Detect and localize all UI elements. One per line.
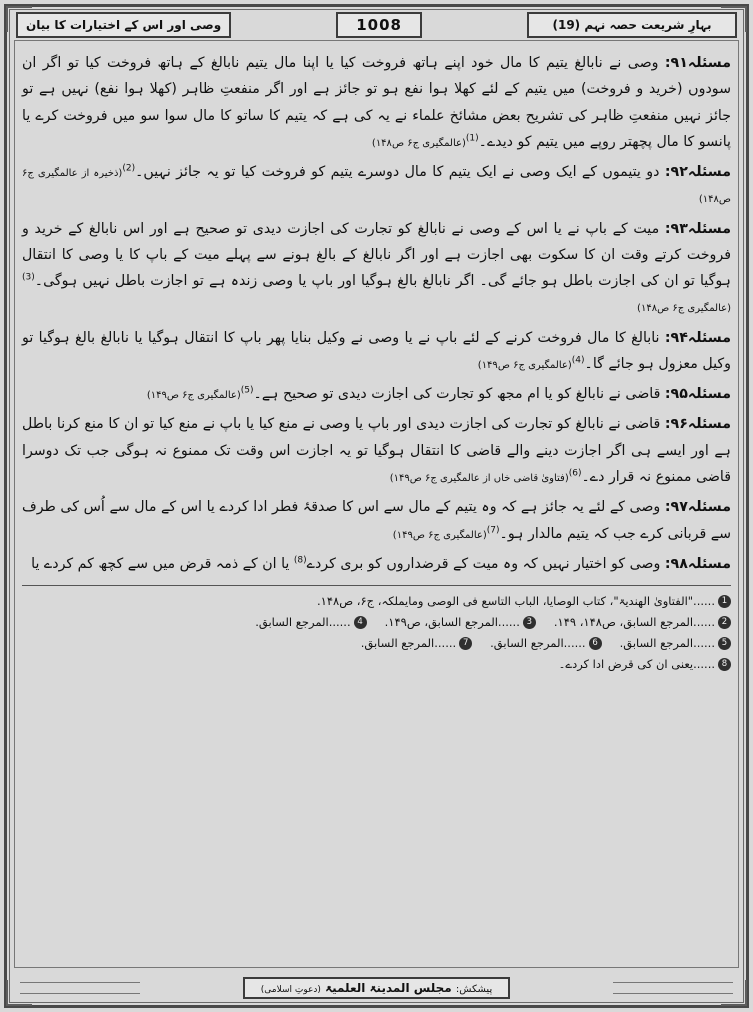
footnote-divider: [22, 585, 731, 586]
footnote-row: [22, 633, 731, 653]
footnote-row: [22, 612, 731, 632]
footnote-text: ......المرجع السابق.: [360, 636, 457, 651]
paragraph-masla-98: [22, 551, 731, 577]
header-chapter-title: وصی اور اس کے اختیارات کا بیان: [16, 12, 231, 38]
paragraph-masla-91: [22, 50, 731, 155]
footnote-item: [317, 591, 731, 611]
masla-text-93: میت کے باپ نے یا اس کے وصی نے نابالغ کو تجارت کی اجازت دیدی تو صحیح ہے اور اس نابالغ کے خرید و فروخت کرتے وقت ان کا سکوت بھی اجازت ہے اور اگر نابالغ کے بالغ ہونے سے پہلے میت کے باپ کا یا وصی کا انتقال ہوگیا تو ان کی اجازت باطل ہو جائے گی۔ اگر نابالغ بالغ ہوگیا اور باپ یا وصی زندہ ہے تو اجازت باطل نہیں ہوگی۔: [22, 220, 731, 290]
footnote-text: ......المرجع السابق.: [490, 636, 586, 651]
masla-text-98: وصی کو اختیار نہیں کہ وہ میت کے قرضداروں کو بری کردے: [306, 555, 665, 572]
masla-ref-sup-93: (3): [22, 272, 35, 283]
footer-ornament-left: [20, 982, 140, 994]
masla-ref-94: (عالمگیری ج۶ ص۱۴۹): [477, 359, 572, 371]
page-header: [16, 12, 737, 38]
masla-label-98: مسئلہ۹۸:: [664, 555, 731, 572]
footnote-number-badge: 6: [589, 637, 602, 650]
paragraph-masla-97: [22, 494, 731, 547]
masla-text-97: وصی کے لئے یہ جائز ہے کہ وہ یتیم کے مال سے اس کا صدقۂ فطر ادا کردے یا اس کے مال سے اُس کی طرف سے قربانی کرے جب کہ یتیم مالدار ہو۔: [22, 499, 731, 542]
masla-label-97: مسئلہ۹۷:: [664, 499, 731, 516]
footnote-number-badge: 3: [523, 616, 536, 629]
footnote-row: [22, 654, 731, 674]
masla-label-91: مسئلہ۹۱:: [664, 55, 731, 71]
masla-ref-sup-97: (7): [486, 524, 500, 535]
masla-label-94: مسئلہ۹۴:: [664, 329, 731, 346]
masla-ref-sup-95: (5): [240, 385, 254, 396]
paragraph-masla-95: [22, 381, 731, 407]
paragraph-masla-92: [22, 159, 731, 212]
masla-text-94: نابالغ کا مال فروخت کرنے کے لئے باپ نے یا وصی نے وکیل بنایا پھر باپ کا انتقال ہوگیا یا نابالغ بالغ ہوگیا تو وکیل معزول ہو جائے گا۔: [22, 329, 731, 372]
masla-label-92: مسئلہ۹۲:: [664, 164, 731, 181]
masla-text-96: قاضی نے نابالغ کو تجارت کی اجازت دیدی اور باپ یا وصی نے منع کیا یا باپ نے منع کیا تو ان کا منع کرنا باطل ہے اور ایسے ہی اگر اجازت دینے والے قاضی کا انتقال ہوگیا تو یہ اجازت اس وقت تک ممنوع نہ ہوگی جب تک دوسرا قاضی ممنوع نہ قرار دے۔: [22, 416, 731, 485]
masla-ref-sup-96: (6): [568, 468, 582, 479]
footer-prefix: پیشکش:: [455, 984, 493, 995]
page-footer: [16, 976, 737, 1000]
footnote-item: [559, 654, 731, 674]
masla-label-93: مسئلہ۹۳:: [664, 220, 731, 237]
footnote-number-badge: 4: [354, 616, 367, 629]
footnote-text: ......المرجع السابق، ص۱۴۸، ۱۴۹.: [553, 615, 715, 630]
footnote-text: ......المرجع السابق، ص۱۴۹.: [384, 615, 520, 630]
footnote-text: ......یعنی ان کی قرض ادا کردے۔: [558, 657, 715, 672]
masla-text-91: وصی نے نابالغ یتیم کا مال خود اپنے ہاتھ فروخت کیا یا اپنا مال یتیم نابالغ کے ہاتھ فروخت کیا تو اگر ان سودوں (خرید و فروخت) میں یتیم کے لئے کھلا ہوا نفع ہو تو جائز ہے اور اگر منفعتِ ظاہر (کھلا ہوا نفع) نہیں ہے تو جائز نہیں منفعتِ ظاہر کی تشریح بعض مشائخ علماء نے یہ کی ہے کہ یتیم کا ساتو کا مال سوا سو میں فروخت کرے یا پانسو کا مال پچھتر روپے میں یتیم کو دیدے۔: [22, 55, 731, 150]
footer-publisher-name: مجلس المدینۃ العلمیۃ: [325, 981, 452, 995]
masla-label-95: مسئلہ۹۵:: [664, 386, 731, 403]
masla-ref-sup-92: (2): [122, 163, 136, 174]
masla-ref-92: (ذخیرہ از عالمگیری ج۶ ص۱۴۸): [22, 168, 731, 206]
footnote-item: [620, 633, 731, 653]
footnote-row: [22, 591, 731, 611]
page-number: 1008: [336, 12, 422, 38]
footnote-text: ......المرجع السابق.: [619, 636, 715, 651]
masla-label-96: مسئلہ۹۶:: [664, 416, 731, 433]
footnote-number-badge: 7: [459, 637, 472, 650]
footnote-item: [385, 612, 536, 632]
footnote-number-badge: 5: [718, 637, 731, 650]
masla-ref-sup-98: (8): [293, 555, 307, 566]
footnote-item: [554, 612, 731, 632]
header-book-title: بہارِ شریعت حصہ نہم (19): [527, 12, 737, 38]
masla-ref-95: (عالمگیری ج۶ ص۱۴۹): [146, 390, 241, 402]
masla-ref-sup-91: (1): [465, 133, 479, 144]
footnote-text: ......المرجع السابق.: [255, 615, 351, 630]
footnote-number-badge: 8: [718, 658, 731, 671]
masla-ref-91: (عالمگیری ج۶ ص۱۴۸): [371, 137, 466, 149]
page-content: [22, 50, 731, 962]
masla-ref-96: (فتاویٰ قاضی خاں از عالمگیری ج۶ ص۱۴۹): [389, 472, 569, 484]
footer-publisher: [243, 977, 510, 999]
footer-publisher-subtitle: (دعوتِ اسلامی): [260, 985, 321, 995]
masla-text-95: قاضی نے نابالغ کو یا ام مجھ کو تجارت کی اجازت دیدی تو صحیح ہے۔: [253, 386, 665, 403]
masla-tail-98: یا ان کے ذمہ قرض میں سے کچھ کم کردے یا: [31, 555, 294, 572]
masla-ref-97: (عالمگیری ج۶ ص۱۴۹): [392, 529, 487, 541]
footnote-item: [255, 612, 366, 632]
paragraph-masla-96: [22, 411, 731, 490]
footnotes-block: [22, 591, 731, 675]
footer-ornament-right: [613, 982, 733, 994]
masla-text-92: دو یتیموں کے ایک وصی نے ایک یتیم کا مال دوسرے یتیم کو فروخت کیا تو یہ جائز نہیں۔: [135, 164, 665, 181]
footnote-number-badge: 1: [718, 595, 731, 608]
footnote-text: ......"الفتاویٰ الھندیۃ"، کتاب الوصایا، الباب التاسع فی الوصی ومایملکہ، ج۶، ص۱۴۸.: [317, 594, 715, 609]
paragraph-masla-94: [22, 325, 731, 378]
footnote-number-badge: 2: [718, 616, 731, 629]
paragraph-masla-93: [22, 216, 731, 321]
masla-ref-93: (عالمگیری ج۶ ص۱۴۸): [637, 303, 731, 315]
masla-ref-sup-94: (4): [571, 355, 585, 366]
footnote-item: [490, 633, 601, 653]
footnote-item: [361, 633, 472, 653]
